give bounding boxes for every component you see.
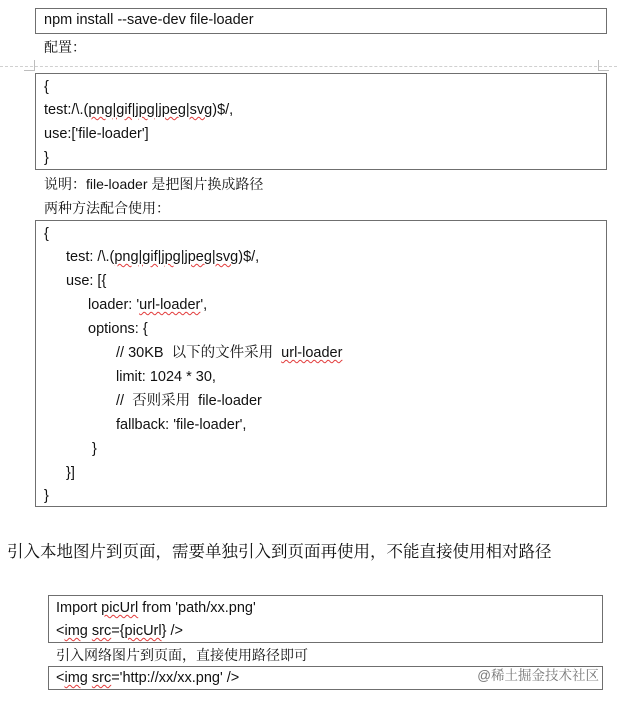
spellcheck-word: picUrl: [101, 600, 139, 616]
code-line: }: [44, 488, 49, 504]
page-corner-mark: [24, 60, 35, 71]
code-line: }: [44, 150, 49, 166]
spellcheck-word: img: [64, 670, 88, 686]
watermark: @稀土掘金技术社区: [477, 668, 599, 683]
label-network-image: 引入网络图片到页面，直接使用路径即可: [56, 647, 308, 663]
page-corner-mark: [598, 60, 609, 71]
spellcheck-word: png|gif|jpg|jpeg|svg: [114, 249, 239, 265]
spellcheck-word: src: [91, 623, 112, 639]
code-line: <img src='http://xx/xx.png' />: [56, 670, 240, 686]
code-line: test: /\.(png|gif|jpg|jpeg|svg)$/,: [66, 249, 260, 265]
code-line: fallback: 'file-loader',: [116, 417, 247, 433]
code-line: }]: [66, 465, 75, 481]
label-combined: 两种方法配合使用：: [44, 200, 170, 216]
code-line: use:['file-loader']: [44, 126, 149, 142]
code-line: {: [44, 79, 49, 95]
code-line: loader: 'url-loader',: [88, 297, 208, 313]
code-line: // 否则采用 file-loader: [116, 393, 262, 409]
code-line: Import picUrl from 'path/xx.png': [56, 600, 256, 616]
code-box-config: [35, 73, 607, 170]
code-line: test:/\.(png|gif|jpg|jpeg|svg)$/,: [44, 102, 234, 118]
code-line: npm install --save-dev file-loader: [44, 12, 254, 28]
spellcheck-word: img: [64, 623, 88, 639]
spellcheck-word: picUrl: [124, 623, 162, 639]
code-line: <img src={picUrl} />: [56, 623, 183, 639]
code-line: limit: 1024 * 30,: [116, 369, 216, 385]
spellcheck-word: src: [91, 670, 112, 686]
label-config: 配置：: [44, 39, 86, 55]
code-line: options: {: [88, 321, 148, 337]
page-break-line: [0, 66, 617, 67]
label-explain: 说明：file-loader 是把图片换成路径: [44, 176, 264, 192]
spellcheck-word: png|gif|jpg|jpeg|svg: [88, 102, 213, 118]
code-line: {: [44, 226, 49, 242]
code-line: }: [92, 441, 97, 457]
code-line: use: [{: [66, 273, 107, 289]
paragraph-local-image: 引入本地图片到页面，需要单独引入到页面再使用，不能直接使用相对路径: [7, 543, 552, 561]
spellcheck-word: url-loader: [281, 345, 343, 361]
code-line: // 30KB 以下的文件采用 url-loader: [116, 345, 343, 361]
spellcheck-word: url-loader: [139, 297, 201, 313]
